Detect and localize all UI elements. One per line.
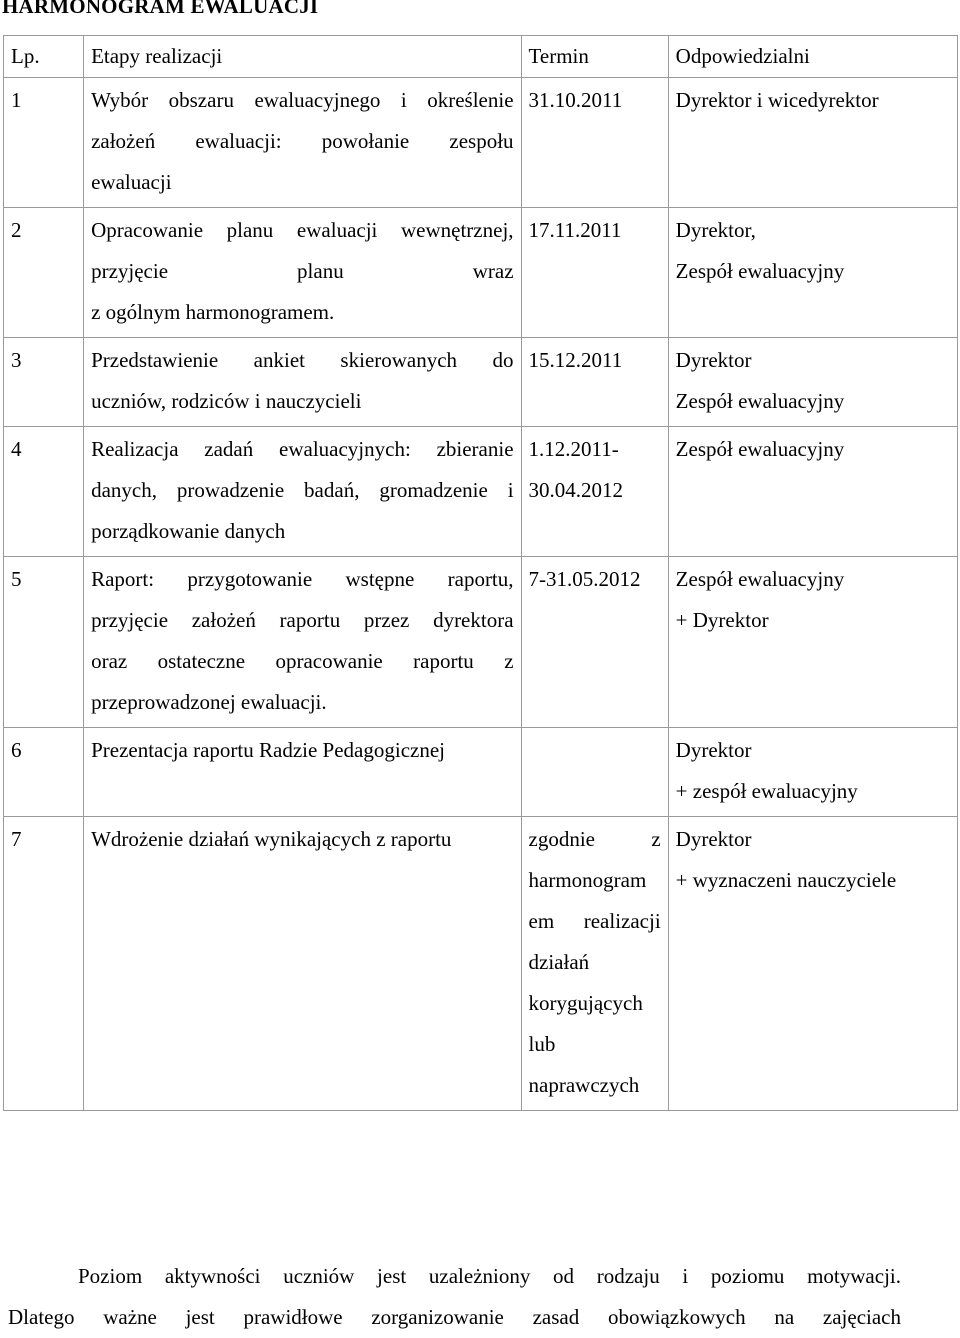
deadline-line: działań bbox=[528, 950, 590, 974]
stage-description-cell bbox=[84, 817, 521, 1111]
table-row bbox=[4, 557, 958, 728]
deadline-cell bbox=[521, 427, 668, 557]
row-number bbox=[4, 728, 84, 817]
responsible-cell bbox=[668, 427, 957, 557]
table-row bbox=[4, 728, 958, 817]
table-row bbox=[4, 208, 958, 338]
responsible-cell bbox=[668, 78, 957, 208]
responsible-line: + Dyrektor bbox=[675, 608, 769, 632]
deadline-line: 31.10.2011 bbox=[528, 88, 623, 112]
responsible-line: Dyrektor bbox=[675, 827, 752, 851]
document-title: HARMONOGRAM EWALUACJI bbox=[2, 0, 319, 18]
deadline-line: zgodnie z bbox=[528, 827, 661, 851]
header-termin: Termin bbox=[521, 36, 668, 78]
deadline-line: 7-31.05.2012 bbox=[528, 567, 641, 591]
deadline-cell bbox=[521, 817, 668, 1111]
responsible-line: Zespół ewaluacyjny bbox=[675, 389, 845, 413]
deadline-line: harmonogram bbox=[528, 868, 647, 892]
row-number-text: 1 bbox=[11, 88, 22, 112]
deadline-line: 17.11.2011 bbox=[528, 218, 622, 242]
responsible-line: + zespół ewaluacyjny bbox=[675, 779, 858, 803]
stage-description-cell bbox=[84, 78, 521, 208]
row-number-text: 3 bbox=[11, 348, 22, 372]
responsible-line: Zespół ewaluacyjny bbox=[675, 567, 845, 591]
stage-description-cell bbox=[84, 338, 521, 427]
header-odpowiedzialni: Odpowiedzialni bbox=[668, 36, 957, 78]
row-number-text: 2 bbox=[11, 218, 22, 242]
deadline-cell bbox=[521, 728, 668, 817]
responsible-cell bbox=[668, 208, 957, 338]
stage-description-cell bbox=[84, 427, 521, 557]
row-number bbox=[4, 817, 84, 1111]
row-number bbox=[4, 78, 84, 208]
responsible-line: Zespół ewaluacyjny bbox=[675, 259, 845, 283]
stage-description-line: Realizacja zadań ewaluacyjnych: zbieranie bbox=[91, 437, 514, 461]
row-number bbox=[4, 557, 84, 728]
responsible-line: Dyrektor bbox=[675, 738, 752, 762]
footer-line-1: Poziom aktywności uczniów jest uzależniony od rodzaju i poziomu motywacji. bbox=[78, 1264, 901, 1288]
table-row bbox=[4, 78, 958, 208]
stage-description-line: Wdrożenie działań wynikających z raportu bbox=[91, 827, 452, 851]
row-number-text: 5 bbox=[11, 567, 22, 591]
deadline-line: 1.12.2011- bbox=[528, 437, 619, 461]
header-lp: Lp. bbox=[4, 36, 84, 78]
stage-description-line: przyjęcie założeń raportu przez dyrektora bbox=[91, 608, 514, 632]
responsible-line: Zespół ewaluacyjny bbox=[675, 437, 845, 461]
stage-description-line: uczniów, rodziców i nauczycieli bbox=[91, 389, 362, 413]
row-number-text: 4 bbox=[11, 437, 22, 461]
table-row bbox=[4, 338, 958, 427]
row-number-text: 6 bbox=[11, 738, 22, 762]
stage-description-cell bbox=[84, 728, 521, 817]
stage-description-cell bbox=[84, 208, 521, 338]
deadline-line: korygujących bbox=[528, 991, 643, 1015]
deadline-line: naprawczych bbox=[528, 1073, 640, 1097]
row-number bbox=[4, 338, 84, 427]
responsible-cell bbox=[668, 338, 957, 427]
stage-description-line: przyjęcie planu wraz bbox=[91, 259, 514, 283]
stage-description-line: Prezentacja raportu Radzie Pedagogicznej bbox=[91, 738, 445, 762]
deadline-cell bbox=[521, 338, 668, 427]
deadline-line: em realizacji bbox=[528, 909, 661, 933]
responsible-line: Dyrektor bbox=[675, 348, 752, 372]
row-number-text: 7 bbox=[11, 827, 22, 851]
row-number bbox=[4, 208, 84, 338]
stage-description-line: oraz ostateczne opracowanie raportu z bbox=[91, 649, 514, 673]
responsible-line: Dyrektor i wicedyrektor bbox=[675, 88, 879, 112]
table-row bbox=[4, 427, 958, 557]
responsible-line: + wyznaczeni nauczyciele bbox=[675, 868, 897, 892]
schedule-table-body bbox=[4, 36, 958, 1111]
responsible-line: Dyrektor, bbox=[675, 218, 756, 242]
stage-description-line: Przedstawienie ankiet skierowanych do bbox=[91, 348, 514, 372]
stage-description-line: założeń ewaluacji: powołanie zespołu bbox=[91, 129, 514, 153]
deadline-cell bbox=[521, 78, 668, 208]
stage-description-line: przeprowadzonej ewaluacji. bbox=[91, 690, 327, 714]
header-etap: Etapy realizacji bbox=[84, 36, 521, 78]
table-row bbox=[4, 817, 958, 1111]
row-number bbox=[4, 427, 84, 557]
stage-description-line: Wybór obszaru ewaluacyjnego i określenie bbox=[91, 88, 514, 112]
stage-description-line: z ogólnym harmonogramem. bbox=[91, 300, 335, 324]
stage-description-line: Opracowanie planu ewaluacji wewnętrznej, bbox=[91, 218, 514, 242]
responsible-cell bbox=[668, 557, 957, 728]
responsible-cell bbox=[668, 817, 957, 1111]
deadline-cell bbox=[521, 557, 668, 728]
table-header-row bbox=[4, 36, 958, 78]
deadline-cell bbox=[521, 208, 668, 338]
deadline-line: 30.04.2012 bbox=[528, 478, 624, 502]
stage-description-line: Raport: przygotowanie wstępne raportu, bbox=[91, 567, 514, 591]
stage-description-line: porządkowanie danych bbox=[91, 519, 286, 543]
stage-description-line: ewaluacji bbox=[91, 170, 172, 194]
footer-line-2: Dlatego ważne jest prawidłowe zorganizowanie zasad obowiązkowych na zajęciach bbox=[8, 1305, 901, 1329]
schedule-table bbox=[3, 35, 958, 1111]
stage-description-cell bbox=[84, 557, 521, 728]
stage-description-line: danych, prowadzenie badań, gromadzenie i bbox=[91, 478, 514, 502]
deadline-line: 15.12.2011 bbox=[528, 348, 623, 372]
responsible-cell bbox=[668, 728, 957, 817]
deadline-line: lub bbox=[528, 1032, 556, 1056]
